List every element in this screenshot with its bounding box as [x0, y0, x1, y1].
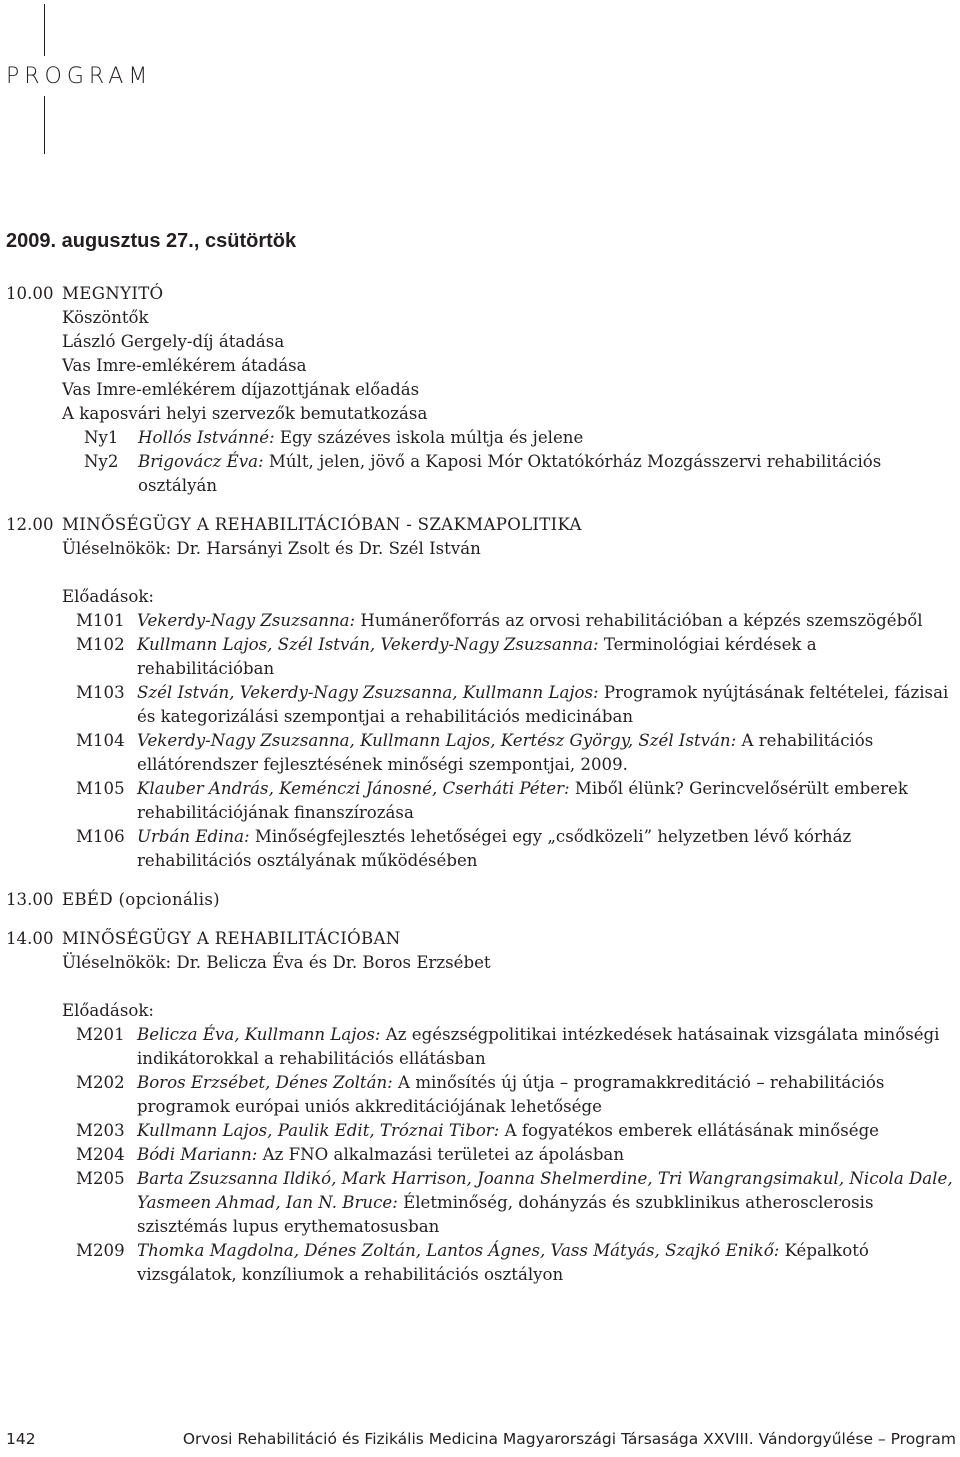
talk-authors: Belicza Éva, Kullmann Lajos:	[137, 1025, 381, 1044]
talk-code: M105	[76, 779, 125, 798]
list-item: Vas Imre-emlékérem átadása	[62, 356, 307, 375]
talk-item	[6, 1023, 956, 1071]
session-chairs: Üléselnökök: Dr. Belicza Éva és Dr. Boros Erzsébet	[62, 953, 491, 972]
list-item: Köszöntők	[62, 308, 149, 327]
talk-item	[6, 825, 956, 873]
talk-item	[6, 450, 956, 498]
session-time: 12.00	[6, 515, 54, 534]
talk-title: Képalkotó vizsgálatok, konzíliumok a rehabilitációs osztályon	[137, 1241, 869, 1284]
talk-item	[6, 729, 956, 777]
session-title: EBÉD (opcionális)	[62, 890, 220, 909]
talk-authors: Brigovácz Éva:	[138, 452, 264, 471]
talk-authors: Kullmann Lajos, Szél István, Vekerdy-Nagy Zsuzsanna:	[137, 635, 599, 654]
talk-item	[6, 681, 956, 729]
talk-item	[6, 633, 956, 681]
talk-item	[6, 1167, 956, 1239]
talk-code: M203	[76, 1121, 125, 1140]
session-title: MINŐSÉGÜGY A REHABILITÁCIÓBAN - SZAKMAPOLITIKA	[62, 515, 582, 534]
session-time: 10.00	[6, 284, 54, 303]
session-chairs: Üléselnökök: Dr. Harsányi Zsolt és Dr. Szél István	[62, 539, 481, 558]
talk-authors: Vekerdy-Nagy Zsuzsanna, Kullmann Lajos, Kertész György, Szél István:	[137, 731, 737, 750]
talk-title: A fogyatékos emberek ellátásának minősége	[499, 1121, 880, 1140]
talk-authors: Klauber András, Keménczi Jánosné, Cserháti Péter:	[137, 779, 570, 798]
talk-item	[6, 1143, 956, 1167]
talk-title: Miből élünk? Gerincvelősérült emberek rehabilitációjának finanszírozása	[137, 779, 908, 822]
list-item: A kaposvári helyi szervezők bemutatkozása	[62, 404, 428, 423]
talk-code: M209	[76, 1241, 125, 1260]
session-title: MINŐSÉGÜGY A REHABILITÁCIÓBAN	[62, 929, 401, 948]
talk-authors: Vekerdy-Nagy Zsuzsanna:	[137, 611, 356, 630]
talk-authors: Barta Zsuzsanna Ildikó, Mark Harrison, Joanna Shelmerdine, Tri Wangrangsimakul, Nicola Dale, Yasmeen Ahmad, Ian N. Bruce:	[137, 1169, 953, 1212]
talk-authors: Kullmann Lajos, Paulik Edit, Tróznai Tibor:	[137, 1121, 500, 1140]
talk-title: Életminőség, dohányzás és szubklinikus atherosclerosis szisztémás lupus erythematosusban	[137, 1193, 874, 1236]
talk-code: M101	[76, 611, 125, 630]
program-content	[6, 282, 956, 1287]
talk-title: Egy százéves iskola múltja és jelene	[274, 428, 584, 447]
talk-authors: Boros Erzsébet, Dénes Zoltán:	[137, 1073, 393, 1092]
list-item: Vas Imre-emlékérem díjazottjának előadás	[62, 380, 420, 399]
talk-authors: Hollós Istvánné:	[138, 428, 275, 447]
page-number: 142	[6, 1430, 36, 1448]
day-date-heading: 2009. augusztus 27., csütörtök	[6, 230, 297, 252]
session-opening	[6, 282, 956, 498]
header-vertical-line-top	[44, 4, 45, 56]
talks-label: Előadások:	[62, 587, 154, 606]
talk-title: A rehabilitációs ellátórendszer fejlesztésének minőségi szempontjai, 2009.	[137, 731, 874, 774]
talk-code: M104	[76, 731, 125, 750]
session-lunch	[6, 888, 956, 912]
talk-item	[6, 1071, 956, 1119]
talk-authors: Urbán Edina:	[137, 827, 250, 846]
talk-item	[6, 1119, 956, 1143]
talk-title: Terminológiai kérdések a rehabilitációban	[137, 635, 817, 678]
session-quality-policy	[6, 513, 956, 873]
talk-authors: Szél István, Vekerdy-Nagy Zsuzsanna, Kullmann Lajos:	[137, 683, 599, 702]
talk-code: M103	[76, 683, 125, 702]
talk-item	[6, 777, 956, 825]
session-time: 14.00	[6, 929, 54, 948]
talk-title: A minősítés új útja – programakkreditáció – rehabilitációs programok európai uniós akkreditációjának lehetősége	[137, 1073, 885, 1116]
talk-code: M205	[76, 1169, 125, 1188]
talk-code: M106	[76, 827, 125, 846]
talk-code: M201	[76, 1025, 125, 1044]
talk-title: Az FNO alkalmazási területei az ápolásban	[257, 1145, 625, 1164]
session-title: MEGNYITÓ	[62, 284, 164, 303]
talk-code: M204	[76, 1145, 125, 1164]
talk-title: Az egészségpolitikai intézkedések hatásainak vizsgálata minőségi indikátorokkal a rehabilitációs ellátásban	[137, 1025, 940, 1068]
talk-title: Múlt, jelen, jövő a Kaposi Mór Oktatókórház Mozgásszervi rehabilitációs osztályán	[138, 452, 882, 495]
talks-label: Előadások:	[62, 1001, 154, 1020]
talk-code: M202	[76, 1073, 125, 1092]
session-quality	[6, 927, 956, 1287]
list-item: László Gergely-díj átadása	[62, 332, 285, 351]
talk-item	[6, 1239, 956, 1287]
talk-item	[6, 426, 956, 450]
footer-title: Orvosi Rehabilitáció és Fizikális Medicina Magyarországi Társasága XXVIII. Vándorgyűlése – Program	[182, 1430, 956, 1448]
section-brand: PROGRAM	[6, 64, 153, 89]
talk-code: Ny1	[84, 428, 119, 447]
talk-title: Minőségfejlesztés lehetőségei egy „csődközeli” helyzetben lévő kórház rehabilitációs osztályának működésében	[137, 827, 852, 870]
talk-title: Programok nyújtásának feltételei, fázisai és kategorizálási szempontjai a rehabilitációs medicinában	[137, 683, 949, 726]
talk-code: Ny2	[84, 452, 119, 471]
talk-item	[6, 609, 956, 633]
talk-authors: Bódi Mariann:	[137, 1145, 258, 1164]
session-time: 13.00	[6, 890, 54, 909]
talk-code: M102	[76, 635, 125, 654]
talk-authors: Thomka Magdolna, Dénes Zoltán, Lantos Ágnes, Vass Mátyás, Szajkó Enikő:	[137, 1241, 780, 1260]
talk-title: Humánerőforrás az orvosi rehabilitációban a képzés szemszögéből	[355, 611, 923, 630]
opening-items	[62, 306, 956, 426]
page-footer	[6, 1430, 956, 1448]
header-vertical-line-bottom	[44, 96, 45, 154]
